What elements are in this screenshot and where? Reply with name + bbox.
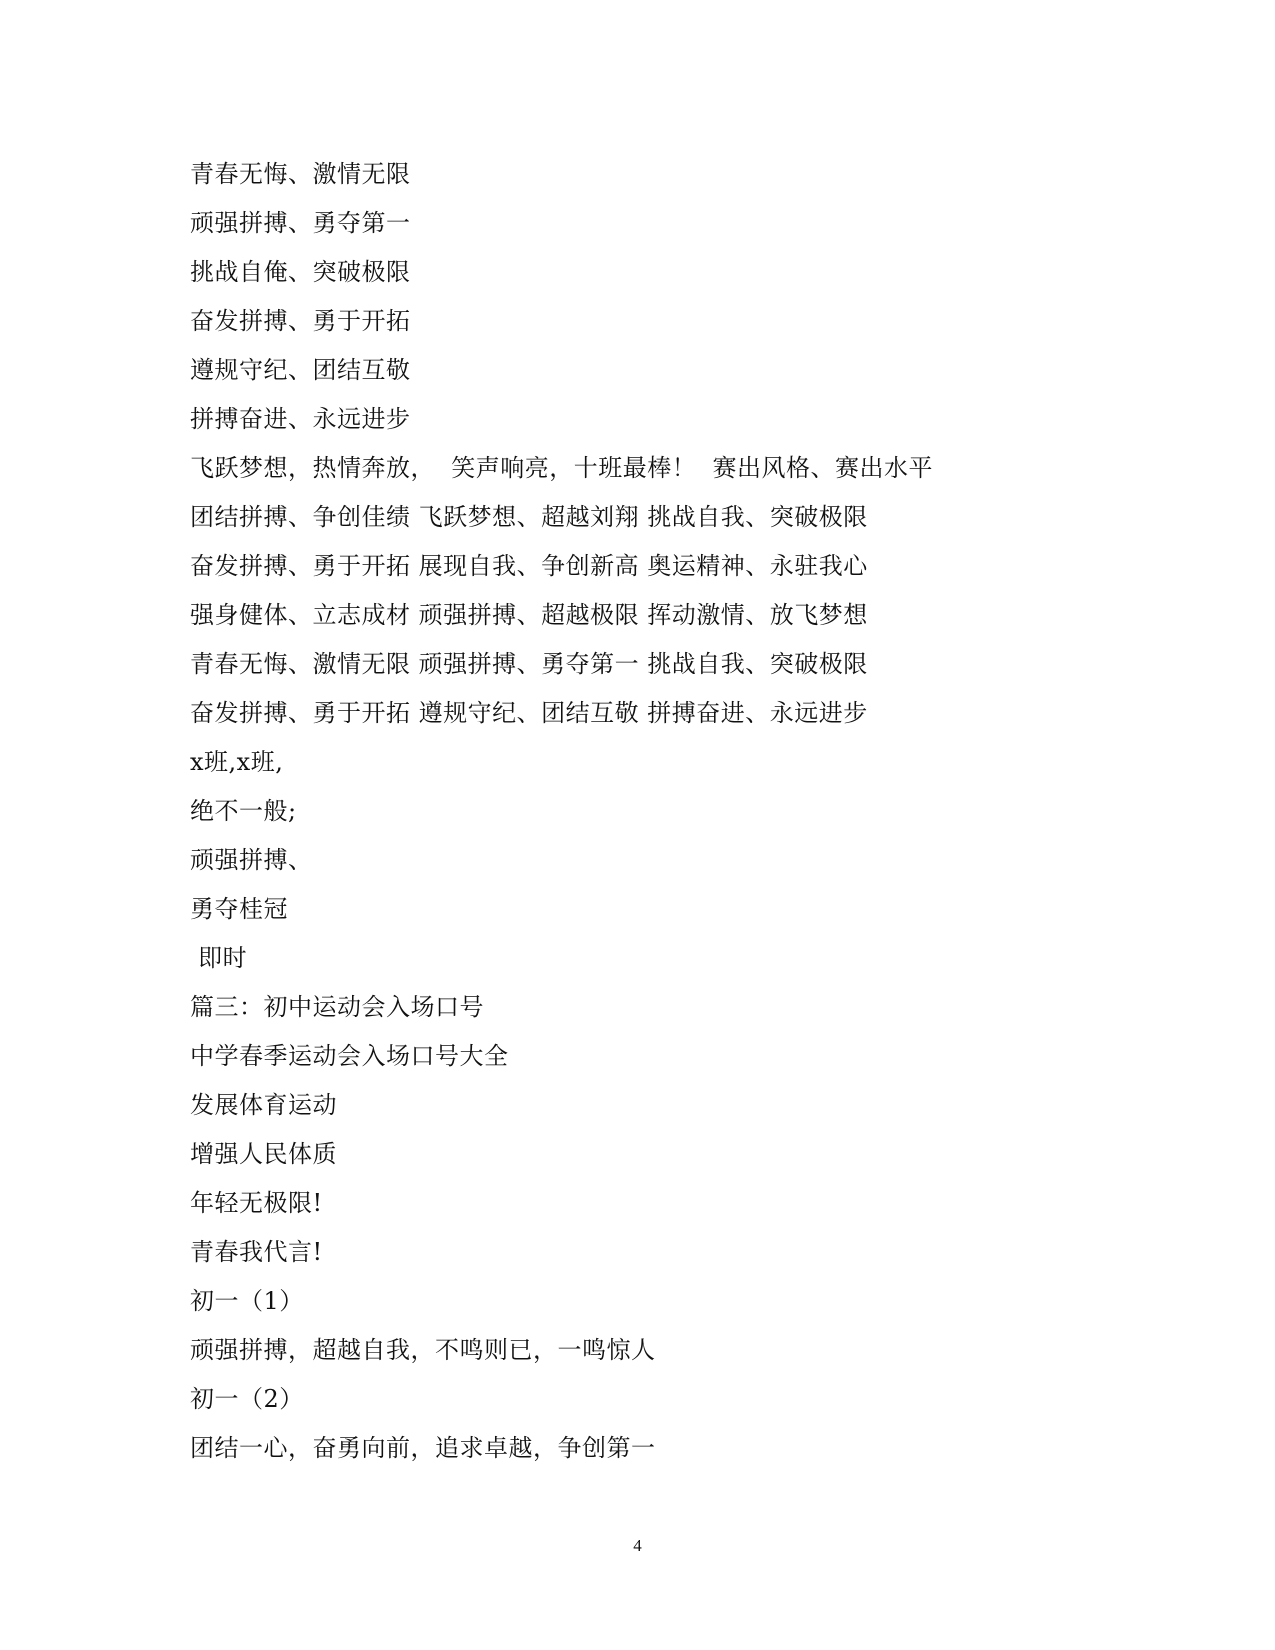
text-line: 发展体育运动	[190, 1091, 337, 1119]
text-line: 奋发拼搏、勇于开拓 展现自我、争创新高 奥运精神、永驻我心	[190, 552, 868, 580]
text-line: x班,x班,	[190, 748, 284, 776]
text-line: 奋发拼搏、勇于开拓	[190, 307, 411, 335]
text-line: 遵规守纪、团结互敬	[190, 356, 411, 384]
class-label: 初一（1）	[190, 1287, 304, 1315]
page-number: 4	[633, 1536, 642, 1555]
text-line: 顽强拼搏，超越自我，不鸣则已，一鸣惊人	[190, 1336, 656, 1364]
text-line: 顽强拼搏、	[190, 846, 313, 874]
text-line: 飞跃梦想，热情奔放， 笑声响亮，十班最棒！ 赛出风格、赛出水平	[190, 454, 934, 482]
text-line: 青春无悔、激情无限 顽强拼搏、勇夺第一 挑战自我、突破极限	[190, 650, 868, 678]
text-line: 增强人民体质	[190, 1140, 337, 1168]
text-line: 奋发拼搏、勇于开拓 遵规守纪、团结互敬 拼搏奋进、永远进步	[190, 699, 868, 727]
text-line: 青春我代言!	[190, 1238, 323, 1266]
text-line: 绝不一般;	[190, 797, 297, 825]
text-line: 即时	[190, 944, 248, 972]
text-line: 青春无悔、激情无限	[190, 160, 411, 188]
text-line: 勇夺桂冠	[190, 895, 288, 923]
class-label: 初一（2）	[190, 1385, 304, 1413]
section-heading: 篇三：初中运动会入场口号	[190, 993, 484, 1021]
text-line: 顽强拼搏、勇夺第一	[190, 209, 411, 237]
text-line: 团结一心，奋勇向前，追求卓越，争创第一	[190, 1434, 656, 1462]
text-line: 中学春季运动会入场口号大全	[190, 1042, 509, 1070]
text-line: 强身健体、立志成材 顽强拼搏、超越极限 挥动激情、放飞梦想	[190, 601, 868, 629]
document-body	[190, 156, 1090, 1479]
text-line: 拼搏奋进、永远进步	[190, 405, 411, 433]
text-line: 年轻无极限!	[190, 1189, 323, 1217]
text-line: 团结拼搏、争创佳绩 飞跃梦想、超越刘翔 挑战自我、突破极限	[190, 503, 868, 531]
text-line: 挑战自俺、突破极限	[190, 258, 411, 286]
